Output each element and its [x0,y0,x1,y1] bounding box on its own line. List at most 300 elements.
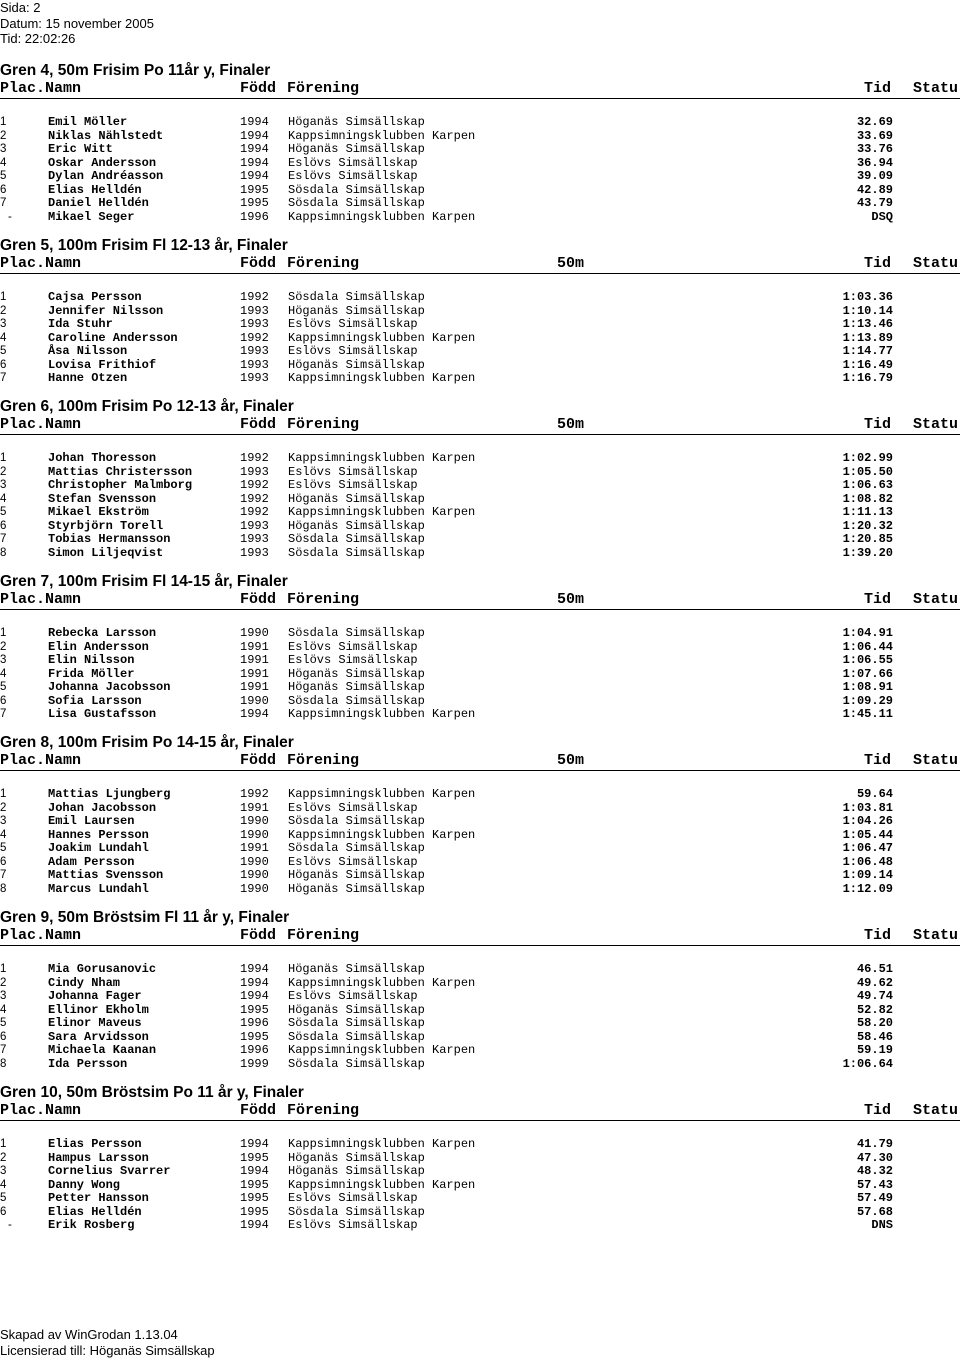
result-placement: 3 [0,1165,7,1177]
result-name: Sara Arvidsson [48,1029,149,1044]
header-fodd: Född [240,416,277,433]
result-club: Kappsimningsklubben Karpen [288,975,476,990]
result-time: 1:02.99 [842,451,893,465]
table-row [0,869,960,883]
result-birth-year: 1990 [240,868,269,882]
result-birth-year: 1992 [240,478,269,492]
result-club: Sösdala Simsällskap [288,545,425,560]
table-row [0,1192,960,1206]
result-placement: 3 [0,143,7,155]
header-plac-namn: Plac.Namn [0,927,82,944]
result-placement: 6 [0,519,7,532]
result-name: Elias Helldén [48,1204,142,1219]
header-plac-namn: Plac.Namn [0,591,82,608]
result-name: Mikael Ekström [48,505,149,519]
result-placement: 1 [0,291,7,303]
result-time: 47.30 [856,1150,893,1165]
header-tid: Tid [864,591,892,608]
result-club: Kappsimningsklubben Karpen [288,827,476,842]
result-birth-year: 1992 [240,451,269,465]
result-name: Johan Thoresson [48,451,157,465]
header-status: Statu [913,927,959,944]
header-split: 50m [557,416,585,433]
table-row [0,641,960,655]
result-name: Eric Witt [48,142,113,156]
header-fodd: Född [240,752,277,769]
table-row [0,479,960,493]
result-club: Höganäs Simsällskap [288,115,425,129]
event-title: Gren 5, 100m Frisim Fl 12-13 år, Finaler [0,237,288,254]
result-time: 49.62 [856,975,893,990]
result-birth-year: 1994 [240,169,269,183]
result-club: Eslövs Simsällskap [288,478,418,492]
result-name: Emil Möller [48,115,128,129]
results-list [0,291,960,386]
results-list [0,1138,960,1233]
result-name: Erik Rosberg [48,1218,135,1232]
result-time: 1:45.11 [842,707,893,721]
result-name: Petter Hansson [48,1191,149,1205]
result-birth-year: 1995 [240,1177,269,1192]
result-name: Christopher Malmborg [48,478,193,492]
result-club: Kappsimningsklubben Karpen [288,451,476,465]
result-name: Hampus Larsson [48,1150,149,1165]
result-name: Elin Nilsson [48,653,135,667]
page-number: Sida: 2 [0,0,41,15]
result-name: Tobias Hermansson [48,532,171,546]
table-row [0,452,960,466]
result-club: Höganäs Simsällskap [288,491,425,506]
table-header [0,591,960,610]
result-time: 1:13.46 [842,317,893,331]
header-forening: Förening [287,752,360,769]
result-name: Danny Wong [48,1177,121,1192]
result-birth-year: 1995 [240,182,269,197]
result-birth-year: 1993 [240,371,269,385]
result-birth-year: 1990 [240,827,269,842]
result-club: Sösdala Simsällskap [288,814,425,828]
header-plac-namn: Plac.Namn [0,80,82,97]
header-tid: Tid [864,255,892,272]
result-club: Eslövs Simsällskap [288,317,418,331]
result-club: Sösdala Simsällskap [288,1016,425,1030]
result-placement: 6 [0,358,7,371]
table-row [0,116,960,130]
header-forening: Förening [287,416,360,433]
event-section [0,572,960,721]
table-row [0,318,960,332]
result-placement: 6 [0,855,7,868]
result-time: 1:04.26 [842,814,893,828]
result-club: Höganäs Simsällskap [288,303,425,318]
result-time: 1:10.14 [842,303,893,318]
result-club: Eslövs Simsällskap [288,639,418,654]
header-status: Statu [913,1102,959,1119]
result-birth-year: 1992 [240,505,269,519]
result-time: 59.64 [856,787,893,801]
table-row [0,1138,960,1152]
result-placement: 6 [0,694,7,707]
result-club: Sösdala Simsällskap [288,290,425,304]
header-plac-namn: Plac.Namn [0,752,82,769]
result-placement: 5 [0,1017,7,1029]
header-fodd: Född [240,591,277,608]
result-placement: 4 [0,331,7,344]
result-time: 57.68 [856,1204,893,1219]
table-row [0,668,960,682]
result-birth-year: 1994 [240,1218,269,1232]
event-section [0,908,960,1071]
table-row [0,627,960,641]
event-section [0,236,960,385]
header-plac-namn: Plac.Namn [0,416,82,433]
table-row [0,143,960,157]
result-club: Kappsimningsklubben Karpen [288,707,476,721]
results-list [0,116,960,224]
result-time: 58.20 [856,1016,893,1030]
result-name: Johanna Fager [48,989,142,1003]
table-row [0,1017,960,1031]
result-club: Eslövs Simsällskap [288,464,418,479]
result-club: Eslövs Simsällskap [288,344,418,358]
header-forening: Förening [287,255,360,272]
result-placement: 3 [0,990,7,1002]
result-club: Kappsimningsklubben Karpen [288,371,476,385]
result-club: Eslövs Simsällskap [288,1218,418,1232]
result-birth-year: 1992 [240,330,269,345]
event-title: Gren 4, 50m Frisim Po 11år y, Finaler [0,62,271,79]
footer-created: Skapad av WinGrodan 1.13.04 [0,1327,178,1342]
result-name: Oskar Andersson [48,155,157,170]
result-club: Kappsimningsklubben Karpen [288,1043,476,1057]
table-row [0,856,960,870]
result-placement: 5 [0,506,7,518]
header-status: Statu [913,255,959,272]
result-birth-year: 1993 [240,464,269,479]
header-plac-namn: Plac.Namn [0,1102,82,1119]
result-birth-year: 1991 [240,666,269,681]
result-birth-year: 1994 [240,155,269,170]
table-row [0,1058,960,1072]
table-row [0,211,960,225]
result-club: Sösdala Simsällskap [288,1056,425,1071]
result-time: 41.79 [856,1137,893,1151]
result-time: 1:05.50 [842,464,893,479]
result-name: Elias Helldén [48,182,142,197]
result-placement: 1 [0,963,7,975]
result-club: Kappsimningsklubben Karpen [288,787,476,801]
result-birth-year: 1995 [240,1150,269,1165]
result-birth-year: 1993 [240,344,269,358]
table-row [0,788,960,802]
result-placement: 7 [0,869,7,881]
result-time: 1:04.91 [842,626,893,640]
result-birth-year: 1994 [240,128,269,143]
result-club: Sösdala Simsällskap [288,196,425,210]
result-name: Mia Gorusanovic [48,962,157,976]
result-name: Stefan Svensson [48,491,157,506]
result-placement: 3 [0,479,7,491]
result-club: Eslövs Simsällskap [288,1191,418,1205]
table-header [0,927,960,946]
header-status: Statu [913,752,959,769]
result-placement: 8 [0,882,7,895]
table-row [0,547,960,561]
result-name: Dylan Andréasson [48,169,164,183]
result-birth-year: 1994 [240,989,269,1003]
result-time: 39.09 [856,169,893,183]
header-forening: Förening [287,1102,360,1119]
result-name: Styrbjörn Torell [48,518,164,533]
result-name: Simon Liljeqvist [48,545,164,560]
result-name: Michaela Kaanan [48,1043,157,1057]
result-time: 1:11.13 [842,505,893,519]
result-time: 43.79 [856,196,893,210]
result-time: 1:06.44 [842,639,893,654]
header-fodd: Född [240,255,277,272]
result-placement: 5 [0,842,7,854]
result-name: Mattias Christersson [48,464,193,479]
result-club: Höganäs Simsällskap [288,518,425,533]
result-time: 58.46 [856,1029,893,1044]
result-placement: 1 [0,116,7,128]
result-birth-year: 1994 [240,142,269,156]
table-row [0,372,960,386]
result-birth-year: 1992 [240,491,269,506]
result-name: Mattias Svensson [48,868,164,882]
result-birth-year: 1994 [240,707,269,721]
event-title: Gren 7, 100m Frisim Fl 14-15 år, Finaler [0,573,288,590]
result-club: Eslövs Simsällskap [288,169,418,183]
event-title: Gren 8, 100m Frisim Po 14-15 år, Finaler [0,734,294,751]
result-club: Sösdala Simsällskap [288,693,425,708]
event-title: Gren 9, 50m Bröstsim Fl 11 år y, Finaler [0,909,290,926]
print-date: Datum: 15 november 2005 [0,15,154,31]
result-placement: 7 [0,197,7,209]
result-club: Höganäs Simsällskap [288,357,425,372]
header-fodd: Född [240,1102,277,1119]
result-birth-year: 1990 [240,814,269,828]
result-birth-year: 1995 [240,1204,269,1219]
result-time: 1:09.14 [842,868,893,882]
result-name: Hanne Otzen [48,371,128,385]
result-birth-year: 1993 [240,518,269,533]
result-name: Rebecka Larsson [48,626,157,640]
header-status: Statu [913,591,959,608]
result-placement: 6 [0,183,7,196]
event-title: Gren 10, 50m Bröstsim Po 11 år y, Finaler [0,1084,304,1101]
result-placement: 5 [0,681,7,693]
result-name: Mattias Ljungberg [48,787,171,801]
result-placement: 4 [0,828,7,841]
result-placement: 3 [0,318,7,330]
result-name: Cajsa Persson [48,290,142,304]
result-birth-year: 1994 [240,962,269,976]
result-name: Johan Jacobsson [48,800,157,815]
table-row [0,506,960,520]
result-birth-year: 1991 [240,680,269,694]
result-name: Daniel Helldén [48,196,149,210]
result-club: Kappsimningsklubben Karpen [288,1137,476,1151]
result-name: Joakim Lundahl [48,841,149,855]
table-row [0,654,960,668]
result-club: Höganäs Simsällskap [288,1164,425,1178]
result-placement: 4 [0,1003,7,1016]
result-name: Cindy Nham [48,975,121,990]
header-tid: Tid [864,927,892,944]
table-header [0,255,960,274]
header-forening: Förening [287,80,360,97]
result-birth-year: 1991 [240,800,269,815]
result-placement: 7 [0,1044,7,1056]
result-birth-year: 1993 [240,545,269,560]
result-birth-year: 1991 [240,653,269,667]
result-birth-year: 1992 [240,290,269,304]
result-time: 1:06.64 [842,1056,893,1071]
result-placement: 5 [0,1192,7,1204]
event-section [0,397,960,560]
result-time: 42.89 [856,182,893,197]
result-time: 1:07.66 [842,666,893,681]
result-placement: 8 [0,546,7,559]
results-list [0,627,960,722]
header-status: Statu [913,416,959,433]
result-placement: 2 [0,129,7,142]
table-row [0,681,960,695]
result-time: 1:08.91 [842,680,893,694]
result-name: Lovisa Frithiof [48,357,157,372]
result-time: 1:06.55 [842,653,893,667]
result-club: Kappsimningsklubben Karpen [288,330,476,345]
result-birth-year: 1994 [240,1164,269,1178]
result-birth-year: 1996 [240,1043,269,1057]
result-name: Lisa Gustafsson [48,707,157,721]
page-meta [0,0,154,47]
result-placement: 4 [0,492,7,505]
result-placement: 5 [0,170,7,182]
result-birth-year: 1995 [240,196,269,210]
result-name: Elinor Maveus [48,1016,142,1030]
result-birth-year: 1996 [240,209,269,224]
table-row [0,990,960,1004]
result-time: 1:06.47 [842,841,893,855]
table-row [0,695,960,709]
result-birth-year: 1994 [240,1137,269,1151]
result-club: Höganäs Simsällskap [288,881,425,896]
header-forening: Förening [287,591,360,608]
table-row [0,184,960,198]
table-row [0,883,960,897]
result-placement: 7 [0,372,7,384]
result-placement: 1 [0,452,7,464]
result-birth-year: 1992 [240,787,269,801]
result-placement: 2 [0,801,7,814]
result-time: 46.51 [856,962,893,976]
page-footer [0,1327,215,1358]
result-birth-year: 1991 [240,841,269,855]
result-time: 1:16.49 [842,357,893,372]
result-club: Sösdala Simsällskap [288,532,425,546]
result-time: 33.69 [856,128,893,143]
header-tid: Tid [864,416,892,433]
result-placement: - [8,210,12,223]
result-club: Kappsimningsklubben Karpen [288,209,476,224]
table-row [0,963,960,977]
table-row [0,1165,960,1179]
result-name: Sofia Larsson [48,693,142,708]
result-placement: 3 [0,654,7,666]
footer-licensed: Licensierad till: Höganäs Simsällskap [0,1342,215,1358]
result-name: Elin Andersson [48,639,149,654]
result-club: Eslövs Simsällskap [288,989,418,1003]
result-placement: 5 [0,345,7,357]
header-tid: Tid [864,80,892,97]
table-row [0,345,960,359]
table-header [0,752,960,771]
results-list [0,452,960,560]
result-time: 1:14.77 [842,344,893,358]
table-row [0,1031,960,1045]
result-placement: 4 [0,667,7,680]
result-placement: 6 [0,1205,7,1218]
result-club: Sösdala Simsällskap [288,1029,425,1044]
table-row [0,305,960,319]
result-time: 1:08.82 [842,491,893,506]
result-placement: - [8,1219,12,1231]
table-row [0,1179,960,1193]
table-row [0,802,960,816]
result-club: Kappsimningsklubben Karpen [288,128,476,143]
result-name: Adam Persson [48,854,135,869]
table-row [0,708,960,722]
table-row [0,977,960,991]
results-list [0,788,960,896]
result-name: Caroline Andersson [48,330,178,345]
table-row [0,842,960,856]
result-placement: 8 [0,1057,7,1070]
result-birth-year: 1994 [240,975,269,990]
header-split: 50m [557,591,585,608]
table-row [0,1044,960,1058]
result-time: 57.43 [856,1177,893,1192]
header-status: Statu [913,80,959,97]
table-row [0,520,960,534]
result-placement: 2 [0,1151,7,1164]
result-birth-year: 1990 [240,854,269,869]
result-time: 1:39.20 [842,545,893,560]
result-placement: 2 [0,640,7,653]
result-name: Ida Persson [48,1056,128,1071]
result-placement: 2 [0,465,7,478]
result-birth-year: 1999 [240,1056,269,1071]
result-name: Frida Möller [48,666,135,681]
result-club: Höganäs Simsällskap [288,1150,425,1165]
result-time: 1:20.32 [842,518,893,533]
result-club: Eslövs Simsällskap [288,854,418,869]
table-row [0,157,960,171]
table-row [0,466,960,480]
table-header [0,80,960,99]
results-list [0,963,960,1071]
result-time: 49.74 [856,989,893,1003]
result-birth-year: 1993 [240,303,269,318]
result-time: 48.32 [856,1164,893,1178]
table-row [0,1004,960,1018]
table-header [0,1102,960,1121]
result-time: 1:12.09 [842,881,893,896]
header-split: 50m [557,255,585,272]
result-club: Kappsimningsklubben Karpen [288,505,476,519]
